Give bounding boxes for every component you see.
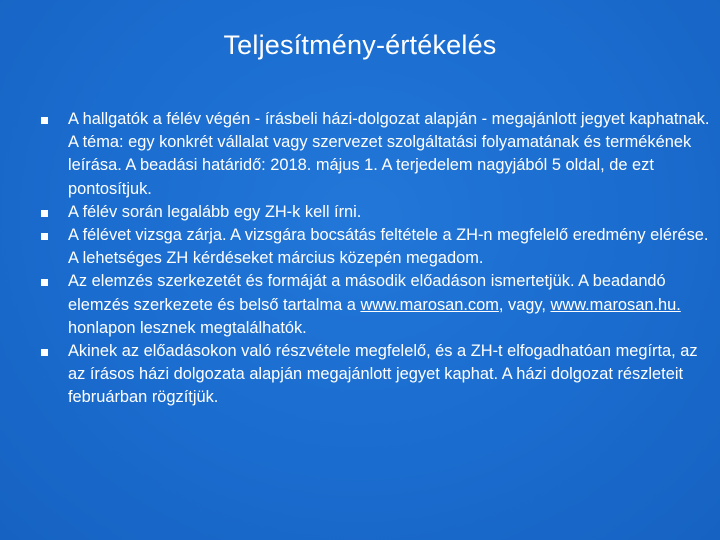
link-marosan-hu[interactable]: www.marosan.hu. [550,295,681,314]
bullet-text: A félév során legalább egy ZH-k kell írni. [68,202,362,221]
square-bullet-icon [41,117,48,124]
bullet-text-part: honlapon lesznek megtalálhatók. [68,318,307,337]
square-bullet-icon [41,233,48,240]
bullet-list [40,108,712,410]
square-bullet-icon [41,349,48,356]
bullet-text [68,270,712,340]
link-marosan-com[interactable]: www.marosan.com [360,295,499,314]
bullet-text-part: Az elemzés szerkezetét és formáját a második előadáson ismertetjük. A beadandó elemzés szerkezete és belső tartalma a [68,272,666,314]
bullet-text-part: , vagy, [498,295,551,314]
square-bullet-icon [41,279,48,286]
bullet-item-4 [40,270,712,340]
bullet-item-2 [40,201,712,224]
bullet-item-5 [40,340,712,410]
bullet-item-3 [40,224,712,270]
slide-title: Teljesítmény-értékelés [223,30,497,60]
bullet-text: A hallgatók a félév végén - írásbeli házi-dolgozat alapján - megajánlott jegyet kaphatnak. A téma: egy konkrét vállalat vagy szervezet szolgáltatási folyamatának és termékének leírása. A beadási határidő: 2018. május 1. A terjedelem nagyjából 5 oldal, de ezt pontosítjuk. [68,110,710,198]
bullet-text: A félévet vizsga zárja. A vizsgára bocsátás feltétele a ZH-n megfelelő eredmény elérése. A lehetséges ZH kérdéseket március közepén megadom. [68,226,709,268]
bullet-item-1 [40,108,712,201]
square-bullet-icon [41,210,48,217]
bullet-text: Akinek az előadásokon való részvétele megfelelő, és a ZH-t elfogadhatóan megírta, az az írásos házi dolgozata alapján megajánlott jegyet kaphat. A házi dolgozat részleteit februárban rögzítjük. [68,342,698,407]
